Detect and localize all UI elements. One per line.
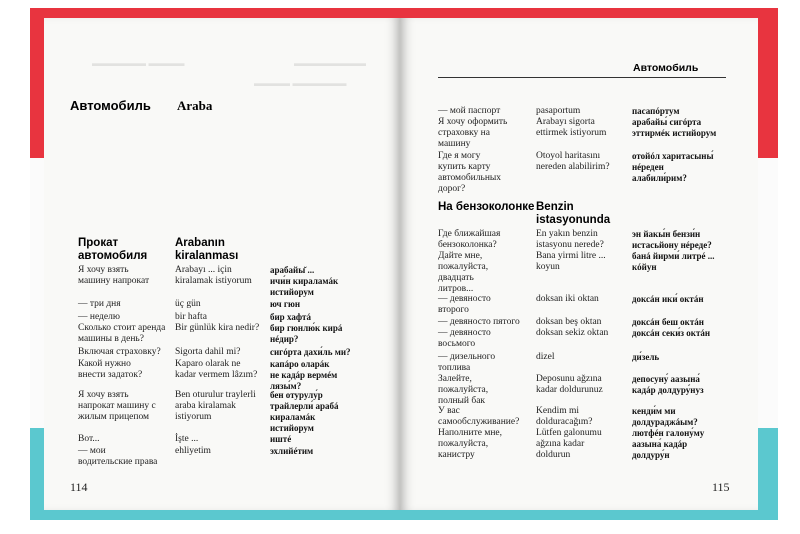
phrase-turkish: Bana yirmi litre ... koyun — [536, 251, 606, 272]
phrase-russian: Включая страховку? — [78, 347, 161, 357]
phrase-russian: У вас самообслуживание? — [438, 406, 520, 427]
phrase-russian: Сколько стоит аренда машины в день? — [78, 323, 166, 344]
phrase-turkish: Ben oturulur traylerli araba kiralamak istiyorum — [175, 390, 256, 422]
phrase-transcription: иштé — [270, 434, 292, 444]
heading-ru: Автомобиль — [70, 98, 151, 113]
header-rule — [438, 77, 726, 78]
phrase-russian: — мои водительские права — [78, 446, 158, 467]
phrase-transcription: эхлийéтим — [270, 446, 314, 456]
phrase-turkish: En yakın benzin istasyonu nerede? — [536, 229, 604, 250]
phrase-turkish: Kaparo olarak ne kadar vermem lâzım? — [175, 359, 258, 380]
phrase-turkish: ehliyetim — [175, 446, 211, 456]
subheading-ru: На бензоколонке — [438, 201, 535, 213]
phrase-transcription: эн йакы́н бензи́н истасьйону нéреде? — [632, 229, 712, 250]
phrase-russian: — девяносто второго — [438, 294, 491, 315]
phrase-russian: Где я могу купить карту автомобильных дорог? — [438, 151, 502, 194]
phrase-turkish: doksan sekiz oktan — [536, 328, 609, 338]
phrase-transcription: юч гюн — [270, 299, 301, 309]
phrase-turkish: doksan beş oktan — [536, 317, 602, 327]
phrase-russian: — дизельного топлива — [438, 352, 496, 373]
phrase-turkish: Sigorta dahil mi? — [175, 347, 241, 357]
left-page: ▬▬▬▬▬▬ ▬▬▬▬ ▬▬▬▬▬▬▬▬ ▬▬▬▬ ▬▬▬▬▬▬ Автомобиль Araba Прокат автомобиля Arabanın kiralanması Я хочу взять машину напрокат Arabayı ... için kiralamak istiyorum арабайы̆ ... ичи́н кираламáк истийорум — три дня üç gün юч гюн — неделю bir hafta бир хафтá Сколько стоит аренда машины в день? Bir günlük kira nedir? бир гюнлю́к кирá нéдир? Включая страховку? Sigorta dahil mi? сигóрта дахи́ль ми? Какой нужно внести задаток? Kaparo olarak ne kadar vermem lâzım? капáро оларáк не кадáр вермéм лязы́м? Я хочу взять напрокат машину с жилым прицепом Ben oturulur traylerli araba kiralamak istiyorum бен отурулу́р трайлерли́ арабá кираламáк истийорум Вот... İşte ... иштé — мои водительские права ehliyetim эхлийéтим 114 — [44, 18, 400, 510]
page-number: 115 — [712, 480, 730, 494]
phrase-russian: Я хочу взять машину напрокат — [78, 265, 150, 286]
phrase-transcription: депосуну́ аазына́ кадáр долдуру́нуз — [632, 374, 704, 395]
phrase-russian: Я хочу оформить страховку на машину — [438, 117, 508, 149]
running-head: Автомобиль — [633, 62, 699, 74]
right-page — [400, 18, 758, 510]
phrase-russian: — девяносто пятого — [438, 317, 520, 327]
phrase-russian: Какой нужно внести задаток? — [78, 359, 143, 380]
phrase-turkish: bir hafta — [175, 312, 207, 322]
phrase-turkish: İşte ... — [175, 434, 199, 444]
phrase-russian: Дайте мне, пожалуйста, двадцать литров... — [438, 251, 489, 294]
phrase-russian: Я хочу взять напрокат машину с жилым прицепом — [78, 390, 156, 422]
phrase-turkish: dizel — [536, 352, 555, 362]
phrase-transcription: доксáн беш октáн — [632, 317, 704, 327]
phrase-russian: Вот... — [78, 434, 100, 444]
heading-tr: Araba — [177, 98, 213, 113]
phrase-turkish: Kendim mi dolduracağım? — [536, 406, 593, 427]
phrase-transcription: бир гюнлю́к кирá нéдир? — [270, 323, 343, 344]
phrase-russian: — мой паспорт — [438, 106, 501, 116]
phrase-transcription: капáро оларáк не кадáр вермéм лязы́м? — [270, 359, 338, 391]
subheading-tr: Benzin istasyonunda — [536, 201, 611, 226]
phrase-transcription: бен отурулу́р трайлерли́ арабá кираламáк истийорум — [270, 390, 339, 433]
phrase-turkish: Lütfen galonumu ağzına kadar doldurun — [536, 428, 602, 460]
phrase-russian: — три дня — [78, 299, 121, 309]
phrase-transcription: бир хафтá — [270, 312, 311, 322]
phrase-transcription: отойóл харитасыны́ нéреден алабили́рим? — [632, 151, 714, 183]
subheading-ru: Прокат автомобиля — [78, 237, 148, 262]
subheading-tr: Arabanın kiralanması — [175, 237, 239, 262]
phrase-turkish: pasaportum — [536, 106, 581, 116]
phrase-transcription: кенди́м ми долдураджáым? — [632, 406, 698, 427]
phrase-transcription: сигóрта дахи́ль ми? — [270, 347, 351, 357]
phrase-turkish: doksan iki oktan — [536, 294, 599, 304]
phrase-turkish: üç gün — [175, 299, 201, 309]
phrase-turkish: Otoyol haritasını nereden alabilirim? — [536, 151, 610, 172]
phrase-russian: — неделю — [78, 312, 120, 322]
phrase-russian: Наполните мне, пожалуйста, канистру — [438, 428, 502, 460]
phrase-transcription: арабайы̆ ... ичи́н кираламáк истийорум — [270, 265, 339, 297]
phrase-transcription: арабайы́ сигóрта эттирмéк истийорум — [632, 117, 717, 138]
phrase-russian: Залейте, пожалуйста, полный бак — [438, 374, 489, 406]
phrase-turkish: Arabayı sigorta ettirmek istiyorum — [536, 117, 607, 138]
phrase-transcription: лютфéн галону́му аазына́ кадáр долдуру́н — [632, 428, 705, 460]
phrase-russian: Где ближайшая бензоколонка? — [438, 229, 501, 250]
phrase-turkish: Deposunu ağzına kadar doldurunuz — [536, 374, 603, 395]
phrase-russian: — девяносто восьмого — [438, 328, 491, 349]
phrase-turkish: Bir günlük kira nedir? — [175, 323, 260, 333]
phrase-transcription: пасапóртум — [632, 106, 680, 116]
phrase-transcription: ди́зель — [632, 352, 660, 362]
phrase-transcription: доксáн секи́з октáн — [632, 328, 711, 338]
phrase-transcription: банá йирми́ литрé ... кóйун — [632, 251, 715, 272]
page-number: 114 — [70, 480, 88, 494]
phrase-turkish: Arabayı ... için kiralamak istiyorum — [175, 265, 252, 286]
phrase-transcription: доксáн ики́ октáн — [632, 294, 704, 304]
